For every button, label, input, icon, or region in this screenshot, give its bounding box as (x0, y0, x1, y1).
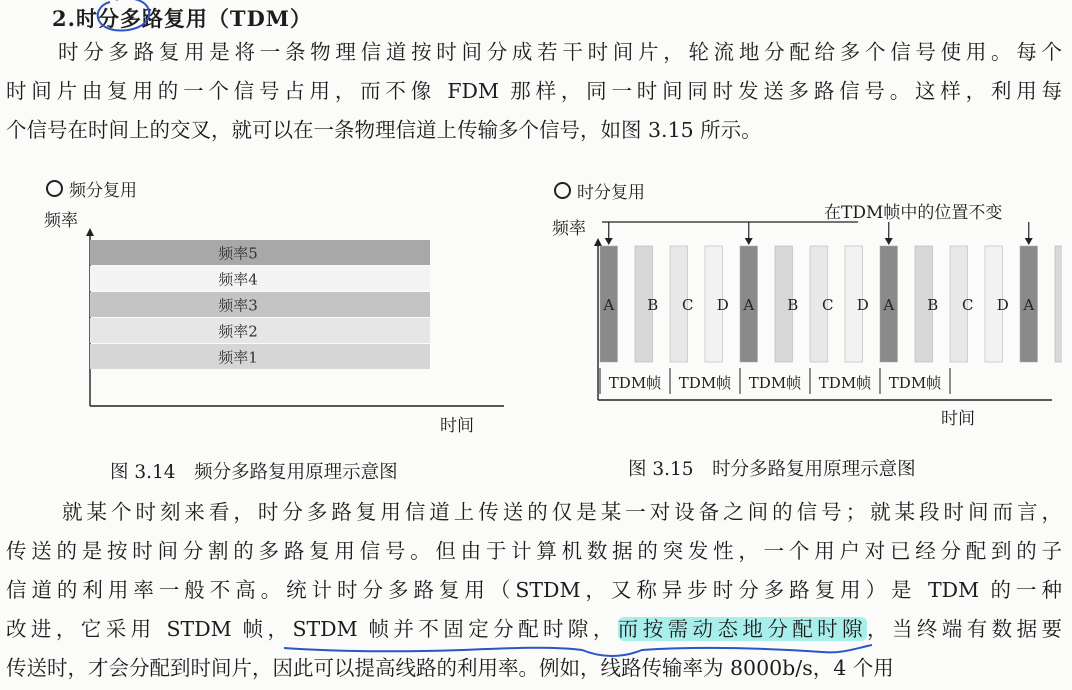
time-slot (1055, 246, 1062, 362)
time-slot-label: A (1023, 296, 1035, 314)
intro-paragraph (6, 33, 1062, 150)
y-axis-label: 频率 (552, 219, 586, 239)
time-slot-label: D (996, 296, 1009, 314)
time-slot-label: B (647, 296, 659, 314)
time-slot-label: A (603, 296, 615, 314)
time-slot-label: B (927, 296, 939, 314)
y-axis-label: 频率 (44, 211, 78, 231)
frequency-band-label: 频率1 (218, 348, 258, 367)
frequency-band (90, 240, 430, 265)
highlighted-text: 而按需动态地分配时隙 (617, 617, 868, 641)
frequency-band-label: 频率5 (218, 244, 258, 263)
position-arrow-head (1025, 238, 1033, 245)
text-segment: ，当终端有数据要 (867, 617, 1063, 641)
section-number: 2. (52, 6, 76, 31)
figure-fdm (44, 174, 514, 434)
body-line-1: 就某个时刻来看，时分多路复用信道上传送的仅是某一对设备之间的信号；就某段时间而言， (62, 500, 1062, 524)
pen-underline-mark (282, 640, 882, 662)
frequency-band-label: 频率4 (218, 270, 258, 289)
time-slot-label: A (883, 296, 895, 314)
time-slot-label: C (682, 296, 694, 314)
position-arrow-head (605, 238, 613, 245)
text-segment: 改进，它采用 STDM 帧， (6, 617, 293, 641)
pen-circle-mark (88, 0, 158, 36)
tdm-diagram (552, 174, 1062, 434)
frame-label: TDM帧 (748, 374, 802, 392)
position-arrow-head (885, 238, 893, 245)
time-slot-label: C (822, 296, 834, 314)
frame-label: TDM帧 (888, 374, 942, 392)
figure-tag-label: 频分复用 (69, 181, 137, 201)
x-axis-label: 时间 (941, 409, 975, 429)
frequency-band-label: 频率2 (218, 322, 258, 341)
time-slot-label: A (743, 296, 755, 314)
frame-label: TDM帧 (678, 374, 732, 392)
fdm-diagram (44, 174, 514, 434)
frame-label: TDM帧 (608, 374, 662, 392)
body-line-2: 传送的是按时间分割的多路复用信号。但由于计算机数据的突发性，一个用户对已经分配到的子 (6, 539, 1062, 563)
time-slot-label: D (856, 296, 869, 314)
body-line-3: 信道的利用率一般不高。统计时分多路复用（STDM，又称异步时分多路复用）是 TDM 的一种 (6, 578, 1062, 602)
frequency-band (90, 344, 430, 369)
intro-line-1: 时分多路复用是将一条物理信道按时间分成若干时间片，轮流地分配给多个信号使用。每个 (58, 40, 1062, 64)
time-slot-label: C (962, 296, 974, 314)
intro-line-2: 时间片由复用的一个信号占用，而不像 FDM 那样，同一时间同时发送多路信号。这样，利用每 (6, 79, 1062, 103)
frequency-band (90, 292, 430, 317)
caption-fig-3-15: 图 3.15 时分多路复用原理示意图 (628, 459, 916, 480)
section-title: 时分多路复用（TDM） (75, 6, 313, 31)
time-slot-label: B (787, 296, 799, 314)
intro-line-3: 个信号在时间上的交叉，就可以在一条物理信道上传输多个信号，如图 3.15 所示。 (6, 118, 762, 142)
frequency-band-label: 频率3 (218, 296, 258, 315)
x-axis-label: 时间 (440, 416, 474, 436)
frequency-band (90, 318, 430, 343)
tdm-annotation: 在TDM帧中的位置不变 (824, 203, 1003, 223)
caption-fig-3-14: 图 3.14 频分多路复用原理示意图 (110, 462, 398, 483)
figure-tag-label: 时分复用 (577, 183, 645, 203)
body-line-5: 传送时，才会分配到时间片，因此可以提高线路的利用率。例如，线路传输率为 8000b/s，4 个用 (6, 656, 894, 680)
position-arrow-head (745, 238, 753, 245)
frequency-band (90, 266, 430, 291)
underlined-text: STDM 帧并不固定分配时隙， (292, 617, 618, 641)
frame-label: TDM帧 (818, 374, 872, 392)
time-slot-label: D (716, 296, 729, 314)
figure-tdm (552, 174, 1062, 434)
